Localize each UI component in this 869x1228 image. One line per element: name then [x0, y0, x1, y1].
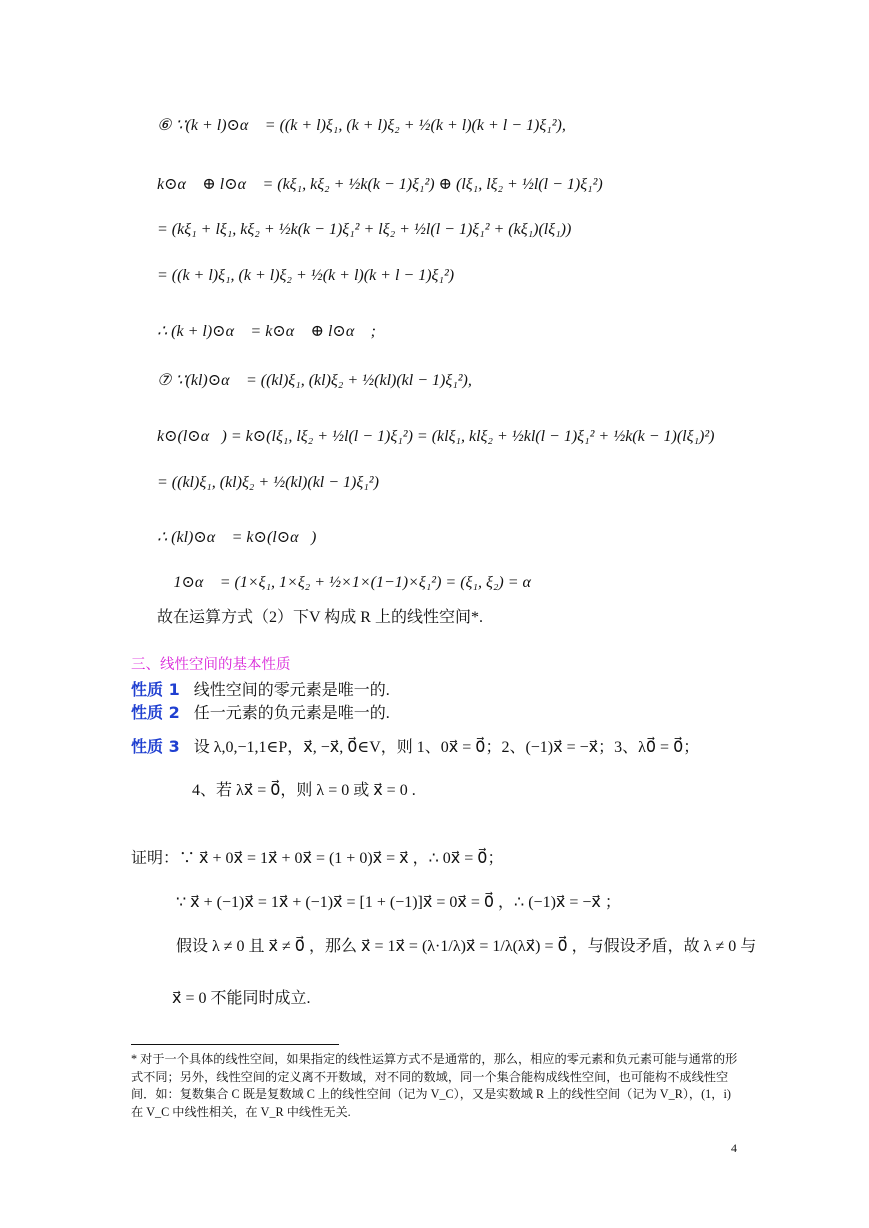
property-label: 性质 1: [131, 680, 180, 699]
eq-7-line2: k⊙(l⊙α⃗) = k⊙(lξ₁, lξ₂ + ½l(l − 1)ξ₁²) = (klξ₁, klξ₂ + ½kl(l − 1)ξ₁² + ½k(k − 1)(lξ₁)²): [157, 428, 715, 445]
property-3: [131, 734, 699, 757]
eq-6-line3: = (kξ₁ + lξ₁, kξ₂ + ½k(k − 1)ξ₁² + lξ₂ + ½l(l − 1)ξ₁² + (kξ₁)(lξ₁)): [157, 221, 572, 238]
footnote-rule: [131, 1044, 339, 1045]
closure-statement: 故在运算方式（2）下V 构成 R 上的线性空间*.: [157, 609, 483, 626]
eq-6-line4: = ((k + l)ξ₁, (k + l)ξ₂ + ½(k + l)(k + l − 1)ξ₁²): [157, 267, 455, 284]
property-1: [131, 677, 390, 700]
eq-6-line1: ⑥ ∵(k + l)⊙α⃗ = ((k + l)ξ₁, (k + l)ξ₂ + ½(k + l)(k + l − 1)ξ₁²),: [157, 117, 566, 134]
eq-7-line1: ⑦ ∵(kl)⊙α⃗ = ((kl)ξ₁, (kl)ξ₂ + ½(kl)(kl − 1)ξ₁²),: [157, 372, 472, 389]
eq-8: ⑧ 1⊙α⃗ = (1×ξ₁, 1×ξ₂ + ½×1×(1−1)×ξ₁²) = (ξ₁, ξ₂) = α⃗: [157, 574, 544, 591]
eq-7-conclusion: ∴ (kl)⊙α⃗ = k⊙(l⊙α⃗): [157, 529, 317, 546]
property-label: 性质 2: [131, 703, 180, 722]
property-text: 线性空间的零元素是唯一的.: [193, 682, 390, 699]
eq-7-line3: = ((kl)ξ₁, (kl)ξ₂ + ½(kl)(kl − 1)ξ₁²): [157, 474, 379, 491]
eq-6-conclusion: ∴ (k + l)⊙α⃗ = k⊙α⃗ ⊕ l⊙α⃗ ;: [157, 323, 377, 340]
property-3-continued: 4、若 λx⃗ = 0⃗，则 λ = 0 或 x⃗ = 0 .: [192, 782, 416, 799]
proof-line-2: ∵ x⃗ + (−1)x⃗ = 1x⃗ + (−1)x⃗ = [1 + (−1)]x⃗ = 0x⃗ = 0⃗ ，∴ (−1)x⃗ = −x⃗ ；: [176, 894, 621, 911]
proof-line-4: x⃗ = 0 不能同时成立.: [172, 990, 311, 1007]
section-heading: 三、线性空间的基本性质: [131, 657, 291, 673]
property-label: 性质 3: [131, 737, 180, 756]
footnote: * 对于一个具体的线性空间，如果指定的线性运算方式不是通常的，那么，相应的零元素和负元素可能与通常的形式不同；另外，线性空间的定义离不开数域，对不同的数域，同一个集合能构成线性空间，也可能构不成线性空间．如：复数集合 C 既是复数域 C 上的线性空间（记为 V_C），又是实数域 R 上的线性空间（记为 V_R），(1，i) 在 V_C 中线性相关，在 V_R 中线性无关.: [131, 1052, 738, 1119]
page-number: 4: [731, 1141, 737, 1155]
eq-6-line2: k⊙α⃗ ⊕ l⊙α⃗ = (kξ₁, kξ₂ + ½k(k − 1)ξ₁²) ⊕ (lξ₁, lξ₂ + ½l(l − 1)ξ₁²): [157, 176, 603, 193]
property-2: [131, 700, 390, 723]
proof-line-1: 证明：∵ x⃗ + 0x⃗ = 1x⃗ + 0x⃗ = (1 + 0)x⃗ = x⃗ ，∴ 0x⃗ = 0⃗；: [131, 850, 504, 867]
property-text: 任一元素的负元素是唯一的.: [193, 705, 390, 722]
proof-line-3: 假设 λ ≠ 0 且 x⃗ ≠ 0⃗ ，那么 x⃗ = 1x⃗ = (λ·1/λ)x⃗ = 1/λ(λx⃗) = 0⃗ ，与假设矛盾，故 λ ≠ 0 与: [176, 938, 757, 955]
property-text: 设 λ,0,−1,1∈P，x⃗, −x⃗, 0⃗∈V，则 1、0x⃗ = 0⃗；2、(−1)x⃗ = −x⃗；3、λ0⃗ = 0⃗；: [193, 739, 700, 756]
